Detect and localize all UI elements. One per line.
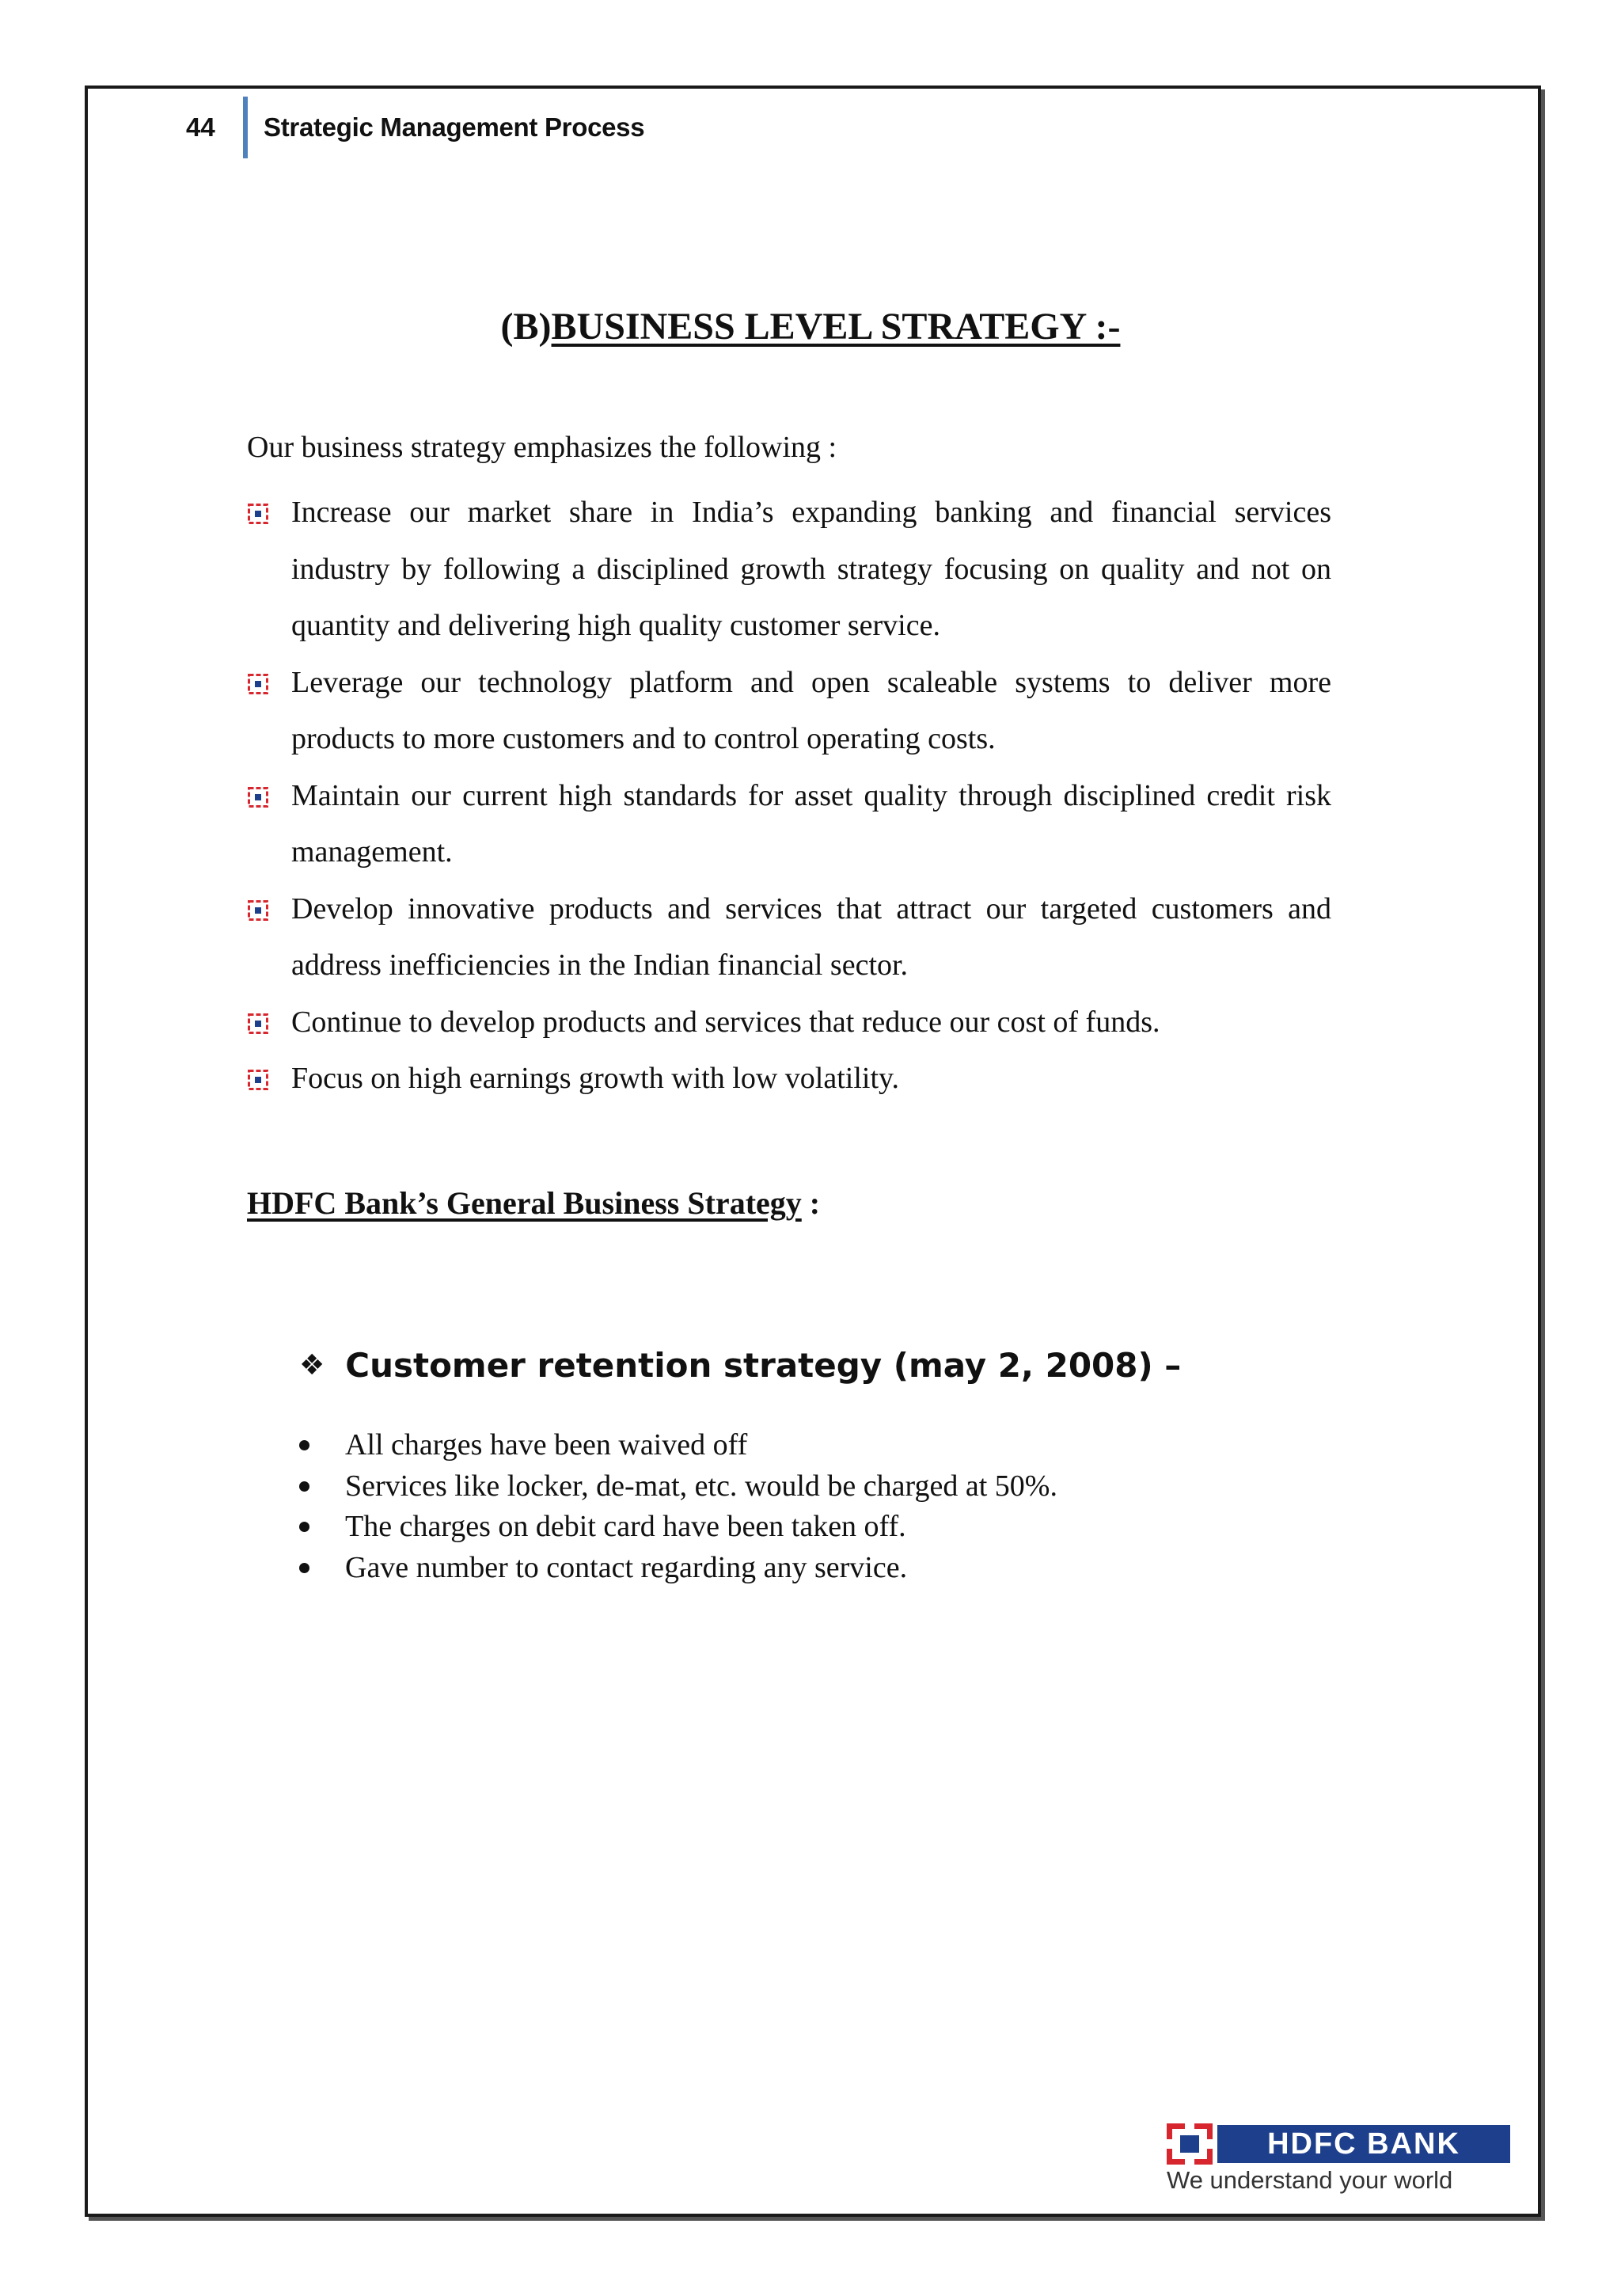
general-strategy-heading [247,1184,820,1222]
hdfc-square-bullet-icon [248,787,268,808]
section-title-text: BUSINESS LEVEL STRATEGY :- [551,306,1121,348]
list-item [299,1466,1057,1507]
header-title: Strategic Management Process [264,112,645,142]
list-item [299,1507,1057,1548]
page-number: 44 [186,112,215,142]
section-label: (B) [500,306,552,348]
bullet-dot-icon [299,1440,309,1450]
hdfc-square-bullet-icon [248,1013,268,1034]
hdfc-square-bullet-icon [248,1070,268,1090]
diamond-bullet-icon: ❖ [299,1349,325,1382]
page-frame [85,86,1541,2217]
bullet-dot-icon [299,1481,309,1492]
hdfc-square-bullet-icon [248,674,268,694]
strategy-point-text: Maintain our current high standards for asset quality through disciplined credit risk management. [291,778,1331,869]
hdfc-square-bullet-icon [248,504,268,524]
header-divider [243,97,248,158]
strategy-list [247,485,1331,1108]
hdfc-bank-logo [1167,2123,1523,2195]
hdfc-logo-mark-icon [1167,2123,1213,2165]
list-item [247,881,1331,994]
retention-heading-text: Customer retention strategy (may 2, 2008) – [345,1346,1182,1385]
intro-text: Our business strategy emphasizes the following : [247,431,837,464]
retention-item-text: Gave number to contact regarding any service. [345,1550,908,1584]
bullet-dot-icon [299,1563,309,1573]
bullet-dot-icon [299,1522,309,1532]
retention-list [299,1425,1057,1588]
strategy-point-text: Increase our market share in India’s expanding banking and financial services industry by following a disciplined growth strategy focusing on quality and not on quantity and delivering high quality customer service. [291,496,1331,642]
strategy-point-text: Develop innovative products and services that attract our targeted customers and address inefficiencies in the Indian financial sector. [291,891,1331,982]
hdfc-square-bullet-icon [248,900,268,921]
retention-heading [299,1346,1181,1385]
list-item [247,1051,1331,1108]
general-strategy-suffix: : [801,1185,821,1221]
list-item [247,485,1331,655]
list-item [247,768,1331,881]
list-item [299,1425,1057,1466]
retention-item-text: Services like locker, de-mat, etc. would be charged at 50%. [345,1469,1057,1503]
section-title [0,305,1621,348]
strategy-point-text: Continue to develop products and services that reduce our cost of funds. [291,1005,1160,1039]
general-strategy-title: HDFC Bank’s General Business Strategy [247,1185,802,1221]
page-header [186,97,644,158]
logo-bank-name: HDFC BANK [1217,2125,1510,2163]
retention-item-text: All charges have been waived off [345,1428,748,1462]
logo-tagline: We understand your world [1167,2166,1453,2194]
strategy-point-text: Leverage our technology platform and open scaleable systems to deliver more products to more customers and to control operating costs. [291,665,1331,755]
retention-item-text: The charges on debit card have been taken off. [345,1510,906,1543]
strategy-point-text: Focus on high earnings growth with low volatility. [291,1062,900,1095]
list-item [299,1548,1057,1589]
list-item [247,994,1331,1051]
list-item [247,655,1331,768]
